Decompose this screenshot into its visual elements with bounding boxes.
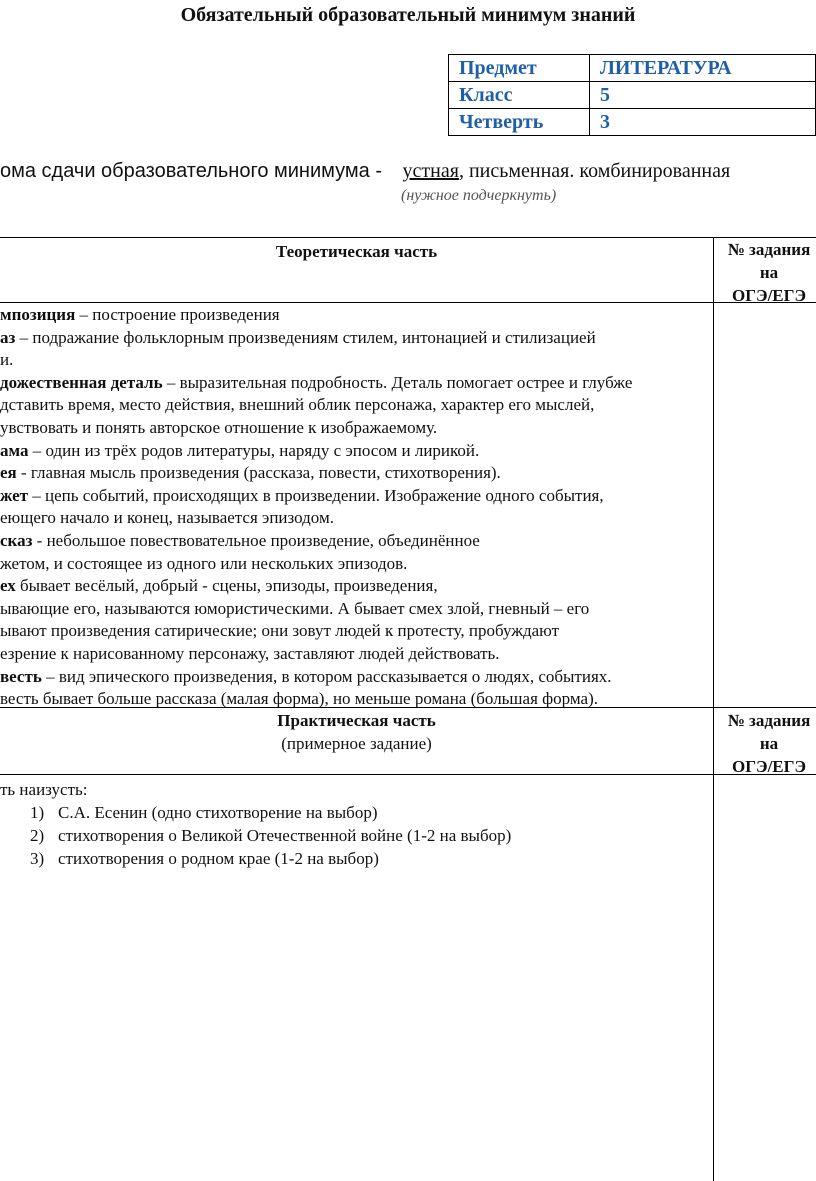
- task-header-line: ОГЭ/ЕГЭ: [732, 286, 806, 305]
- theory-definition: – цепь событий, происходящих в произведении. Изображение одного события,: [28, 485, 604, 505]
- subject-row: [449, 55, 816, 82]
- theory-term: дожественная деталь: [0, 372, 163, 392]
- theory-line: [0, 575, 711, 598]
- list-item: [30, 801, 711, 824]
- exam-form-other: , письменная. комбинированная: [458, 160, 731, 182]
- theory-definition: – построение произведения: [75, 305, 280, 324]
- theory-line: [0, 620, 711, 643]
- theory-definition: и.: [0, 350, 14, 370]
- quarter-row: [449, 109, 816, 136]
- practice-list: [0, 801, 711, 870]
- theory-definition: ывают произведения сатирические; они зовут людей к протесту, пробуждают: [0, 621, 560, 641]
- theory-task-header: [714, 238, 816, 307]
- theory-term: ея: [0, 463, 17, 483]
- theory-term: весть: [0, 666, 42, 686]
- theory-line: [0, 394, 711, 417]
- theory-header-divider: [0, 302, 816, 303]
- grade-value: 5: [590, 82, 816, 109]
- minimum-table: [0, 237, 816, 1181]
- list-item-text: С.А. Есенин (одно стихотворение на выбор): [58, 803, 378, 822]
- theory-definition: ывающие его, называются юмористическими. А бывает смех злой, гневный – его: [0, 598, 590, 618]
- theory-definition: жетом, и состоящее из одного или нескольких эпизодов.: [0, 553, 408, 573]
- theory-line: [0, 530, 711, 553]
- grade-label: Класс: [449, 82, 590, 109]
- theory-line: [0, 485, 711, 508]
- theory-line: [0, 643, 711, 666]
- exam-form-label: ома сдачи образовательного минимума -: [0, 160, 382, 182]
- theory-line: [0, 598, 711, 621]
- task-header-line: № задания: [727, 711, 811, 730]
- theory-line: [0, 304, 711, 327]
- practice-intro: ть наизусть:: [0, 780, 88, 799]
- theory-line: [0, 327, 711, 350]
- document-title: Обязательный образовательный минимум знаний: [180, 4, 636, 26]
- list-item-text: стихотворения о родном крае (1-2 на выбор): [58, 849, 379, 868]
- theory-definition: езрение к нарисованному персонажу, заставляют людей действовать.: [0, 643, 500, 663]
- exam-form-note: (нужное подчеркнуть): [401, 187, 557, 204]
- theory-definition: дставить время, место действия, внешний облик персонажа, характер его мыслей,: [0, 395, 595, 415]
- section-divider: [0, 707, 816, 708]
- theory-term: ама: [0, 440, 29, 460]
- theory-definition: – один из трёх родов литературы, наряду с эпосом и лирикой.: [28, 440, 480, 460]
- theory-definition: еющего начало и конец, называется эпизодом.: [0, 508, 334, 528]
- practice-task-header: [714, 709, 816, 778]
- practice-header: Практическая часть: [277, 711, 436, 730]
- task-header-line: ОГЭ/ЕГЭ: [732, 757, 806, 776]
- list-item-number: 3): [30, 849, 45, 868]
- theory-content: [0, 304, 711, 711]
- theory-line: [0, 553, 711, 576]
- subject-info-table: [448, 54, 816, 136]
- task-header-line: № задания: [727, 240, 811, 259]
- theory-term: мпозиция: [0, 305, 76, 324]
- practice-subheader: (примерное задание): [281, 734, 432, 753]
- theory-line: [0, 462, 711, 485]
- theory-line: [0, 349, 711, 372]
- practice-content: [0, 778, 711, 870]
- theory-term: жет: [0, 485, 28, 505]
- theory-definition: – выразительная подробность. Деталь помогает острее и глубже: [162, 372, 633, 392]
- exam-form-oral: устная: [402, 160, 459, 182]
- task-header-line: на: [759, 734, 779, 753]
- theory-definition: – вид эпического произведения, в котором рассказывается о людях, событиях.: [41, 666, 612, 686]
- theory-definition: - небольшое повествовательное произведение, объединённое: [32, 530, 480, 550]
- list-item-number: 2): [30, 826, 45, 845]
- list-item: [30, 824, 711, 847]
- theory-definition: - главная мысль произведения (рассказа, повести, стихотворения).: [16, 463, 501, 483]
- quarter-value: 3: [590, 109, 816, 136]
- theory-line: [0, 666, 711, 689]
- theory-line: [0, 440, 711, 463]
- exam-form-line: [0, 160, 730, 183]
- practice-header-block: [0, 709, 713, 755]
- theory-line: [0, 372, 711, 395]
- subject-label: Предмет: [449, 55, 590, 82]
- theory-line: [0, 417, 711, 440]
- subject-value: ЛИТЕРАТУРА: [590, 55, 816, 82]
- theory-term: ех: [0, 576, 16, 596]
- list-item-number: 1): [30, 803, 45, 822]
- theory-definition: бывает весёлый, добрый - сцены, эпизоды, произведения,: [15, 576, 438, 596]
- theory-definition: весть бывает больше рассказа (малая форма), но меньше романа (большая форма).: [0, 689, 598, 709]
- grade-row: [449, 82, 816, 109]
- theory-term: аз: [0, 327, 16, 347]
- list-item: [30, 847, 711, 870]
- theory-term: сказ: [0, 530, 33, 550]
- theory-definition: – подражание фольклорным произведениям стилем, интонацией и стилизацией: [15, 327, 596, 347]
- practice-header-divider: [0, 774, 816, 775]
- task-header-line: на: [759, 263, 779, 282]
- theory-line: [0, 507, 711, 530]
- theory-header: Теоретическая часть: [275, 242, 438, 261]
- quarter-label: Четверть: [449, 109, 590, 136]
- list-item-text: стихотворения о Великой Отечественной войне (1-2 на выбор): [58, 826, 512, 845]
- theory-definition: увствовать и понять авторское отношение к изображаемому.: [0, 417, 438, 437]
